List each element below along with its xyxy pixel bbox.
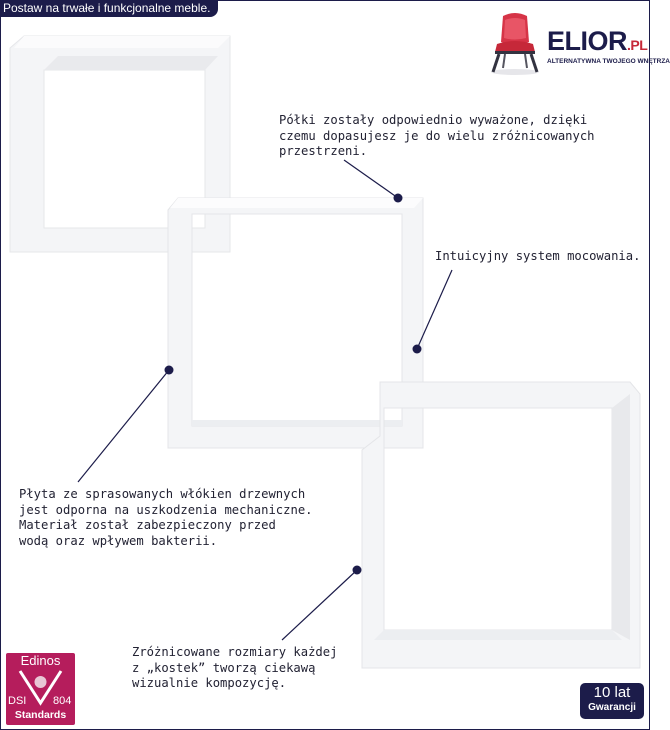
edinos-title: Edinos (20, 653, 61, 668)
shelf-cube-top (10, 36, 230, 252)
logo-tagline: ALTERNATYWNA TWOJEGO WNĘTRZA (547, 58, 670, 65)
callout-sizes: Zróżnicowane rozmiary każdej z „kostek” tworzą ciekawą wizualnie kompozycję. (132, 645, 338, 690)
pointer-dot (413, 345, 422, 354)
callout-material: Płyta ze sprasowanych włókien drzewnych jest odporna na uszkodzenia mechaniczne. Materiał został zabezpieczony przed wodą oraz wpływem bakterii. (19, 487, 313, 548)
edinos-dsi: DSI (8, 695, 27, 707)
pointer-dot (165, 366, 174, 375)
edinos-badge (6, 653, 75, 725)
edinos-standards: Standards (14, 709, 67, 721)
warranty-years: 10 lat (593, 684, 631, 701)
callout-balanced: Półki zostały odpowiednio wyważone, dzięki czemu dopasujesz je do wielu zróżnicowanych przestrzeni. (279, 113, 595, 158)
pointer-dot (353, 566, 362, 575)
edinos-number: 804 (53, 695, 72, 707)
promo-banner: Postaw na trwałe i funkcjonalne meble. (0, 0, 218, 17)
warranty-badge (580, 683, 644, 719)
pointer-dot (394, 194, 403, 203)
logo-wordmark: ELIOR.PL (547, 26, 648, 56)
callout-mounting: Intuicyjny system mocowania. (435, 249, 641, 263)
warranty-label: Gwarancji (588, 702, 636, 713)
